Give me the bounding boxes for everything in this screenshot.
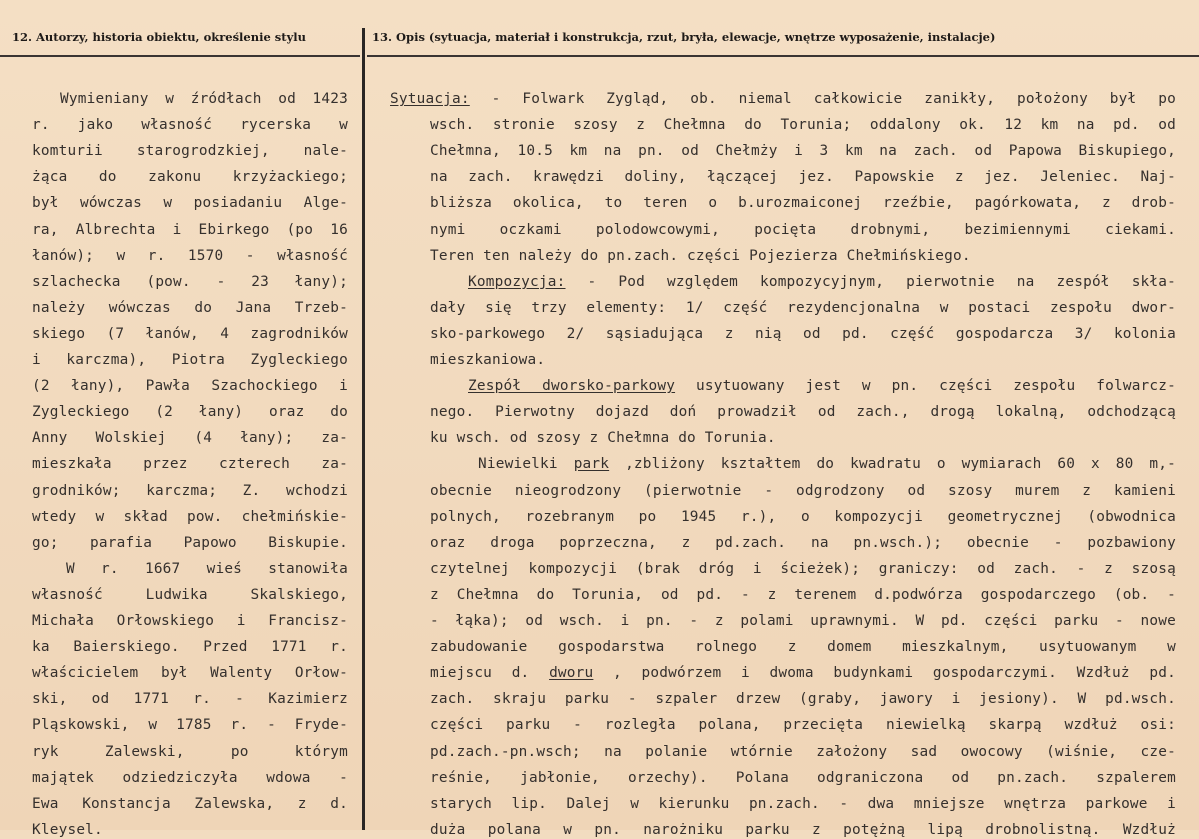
- history-text-line: Michała Orłowskiego i Francisz-: [32, 613, 348, 629]
- header-rule-left: [0, 55, 360, 57]
- description-text-line: [478, 455, 1176, 473]
- text-run: Chełmna, 10.5 km na pn. od Chełmży i 3 km na zach. od Papowa Biskupiego,: [430, 143, 1176, 160]
- history-text-line: Wymieniany w źródłach od 1423: [60, 91, 348, 107]
- history-text-line: grodników; karczma; Z. wchodzi: [32, 482, 348, 499]
- history-text-line: ka Baierskiego. Przed 1771 r.: [32, 639, 348, 656]
- description-text-line: [430, 534, 1176, 552]
- history-text-line: należy wówczas do Jana Trzeb-: [32, 299, 348, 316]
- description-text-line: [430, 429, 776, 447]
- history-text-line: żąca do zakonu krzyżackiego;: [32, 169, 348, 186]
- description-text-line: [430, 560, 1176, 578]
- description-text-line: [430, 325, 1176, 343]
- history-text-line: (2 łany), Pawła Szachockiego i: [32, 378, 348, 395]
- text-run: polnych, rozebranym po 1945 r.), o kompozycji geometrycznej (obwodnica: [430, 508, 1176, 525]
- history-text-line: i karczma), Piotra Zygleckiego: [32, 352, 348, 368]
- history-text-line: komturii starogrodzkiej, nale-: [32, 143, 348, 160]
- description-text-line: [430, 716, 1176, 734]
- text-run: duża polana w pn. narożniku parku z potężną lipą drobnolistną. Wzdłuż: [430, 821, 1176, 838]
- text-run: - Pod względem kompozycyjnym, pierwotnie na zespół skła-: [565, 273, 1177, 290]
- description-text-line: [430, 612, 1176, 630]
- history-text-line: Pląskowski, w 1785 r. - Fryde-: [32, 717, 348, 734]
- description-text-line: [430, 795, 1176, 813]
- description-text-line: [430, 508, 1176, 526]
- description-text-line: [430, 247, 971, 265]
- description-text-line: [430, 403, 1176, 421]
- history-text-line: wtedy w skład pow. chełmińskie-: [32, 508, 348, 525]
- text-run: - Folwark Zygląd, ob. niemal całkowicie zanikły, położony był po: [469, 91, 1176, 107]
- description-text-line: [430, 351, 545, 369]
- header-rule-right: [367, 55, 1199, 57]
- underlined-heading: park: [573, 456, 610, 473]
- text-run: starych lip. Dalej w kierunku pn.zach. - dwa mniejsze wnętrza parkowe i: [430, 795, 1176, 812]
- text-run: sko-parkowego 2/ sąsiadująca z nią od pd. część gospodarcza 3/ kolonia: [430, 325, 1176, 342]
- underlined-heading: Zespół dworsko-parkowy: [468, 378, 676, 395]
- text-run: nymi oczkami polodowcowymi, pocięta drobnymi, bezimiennymi ciekami.: [430, 221, 1176, 238]
- history-text-line: ryk Zalewski, po którym: [32, 743, 348, 760]
- description-text-line: [430, 168, 1176, 186]
- history-text-line: łanów); w r. 1570 - własność: [32, 247, 348, 264]
- history-text-line: Kleysel.: [32, 821, 103, 838]
- history-text-line: szlachecka (pow. - 23 łany);: [32, 273, 348, 290]
- text-run: dały się trzy elementy: 1/ część rezydencjonalna w postaci zespołu dwor-: [430, 299, 1176, 316]
- underlined-heading: dworu: [549, 665, 594, 682]
- column-divider: [362, 28, 365, 830]
- text-run: obecnie nieogrodzony (pierwotnie - odgrodzony od szosy murem z kamieni: [430, 482, 1176, 499]
- description-text-line: [430, 769, 1176, 787]
- history-text-line: własność Ludwika Skalskiego,: [32, 586, 348, 603]
- description-text-line: [430, 299, 1176, 317]
- description-text-line: [430, 638, 1176, 656]
- history-text-line: r. jako własność rycerska w: [32, 117, 348, 134]
- text-run: reśnie, jabłonie, orzechy). Polana odgraniczona od pn.zach. szpalerem: [430, 769, 1176, 786]
- underlined-heading: Kompozycja:: [468, 273, 566, 290]
- description-text-line: [430, 194, 1176, 212]
- description-text-line: [430, 142, 1176, 160]
- description-text-line: [468, 377, 1176, 395]
- text-run: , podwórzem i dwoma budynkami gospodarczymi. Wzdłuż pd.: [593, 665, 1177, 682]
- text-run: pd.zach.-pn.wsch; na polanie wtórnie założony sad owocowy (wiśnie, cze-: [430, 743, 1176, 760]
- history-text-line: Anny Wolskiej (4 łany); za-: [32, 430, 348, 447]
- section-13-header: 13. Opis (sytuacja, materiał i konstrukcja, rzut, bryła, elewacje, wnętrze wyposażenie, instalacje): [372, 30, 996, 44]
- text-run: usytuowany jest w pn. części zespołu folwarcz-: [675, 378, 1177, 395]
- text-run: z Chełmna do Torunia, od pd. - z terenem d.podwórza gospodarczego (ob. -: [430, 586, 1176, 603]
- text-run: Teren ten należy do pn.zach. części Pojezierza Chełmińskiego.: [430, 247, 971, 264]
- history-text-line: ra, Albrechta i Ebirkego (po 16: [32, 221, 348, 238]
- underlined-heading: Sytuacja:: [390, 91, 470, 107]
- history-text-line: właścicielem był Walenty Orłow-: [32, 665, 348, 682]
- description-text-line: [430, 482, 1176, 500]
- description-text-line: [430, 586, 1176, 604]
- text-run: mieszkaniowa.: [430, 352, 546, 368]
- history-text-line: mieszkała przez czterech za-: [32, 456, 348, 473]
- text-run: bliższa okolica, to teren o b.urozmaiconej rzeźbie, pagórkowata, z drob-: [430, 195, 1176, 212]
- history-text-line: Zygleckiego (2 łany) oraz do: [32, 404, 348, 421]
- text-run: ku wsch. od szosy z Chełmna do Torunia.: [430, 430, 776, 447]
- text-run: na zach. krawędzi doliny, łączącej jez. Papowskie z jez. Jeleniec. Naj-: [430, 169, 1176, 186]
- text-run: - łąka); od wsch. i pn. - z polami uprawnymi. W pd. części parku - nowe: [430, 613, 1176, 629]
- history-text-line: W r. 1667 wieś stanowiła: [66, 560, 348, 577]
- description-text-line: [430, 743, 1176, 761]
- text-run: wsch. stronie szosy z Chełmna do Torunia; oddalony ok. 12 km na pd. od: [430, 117, 1176, 134]
- history-text-line: Ewa Konstancja Zalewska, z d.: [32, 795, 348, 812]
- description-text-line: [430, 116, 1176, 134]
- text-run: czytelnej kompozycji (brak dróg i ścieżek); graniczy: od zach. - z szosą: [430, 560, 1176, 577]
- text-run: miejscu d.: [430, 665, 550, 682]
- history-text-line: ski, od 1771 r. - Kazimierz: [32, 691, 348, 708]
- description-text-line: [430, 690, 1176, 708]
- description-text-line: [430, 221, 1176, 239]
- text-run: zabudowanie gospodarstwa rolnego z domem mieszkalnym, usytuowanym w: [430, 639, 1176, 656]
- history-text-line: był wówczas w posiadaniu Alge-: [32, 195, 348, 212]
- history-text-line: majątek odziedziczyła wdowa -: [32, 769, 348, 786]
- text-run: części parku - rozległa polana, przecięta niewielką skarpą wzdłuż osi:: [430, 717, 1176, 734]
- text-run: oraz droga poprzeczna, z pd.zach. na pn.wsch.); obecnie - pozbawiony: [430, 534, 1176, 551]
- description-text-line: [430, 664, 1176, 682]
- text-run: zach. skraju parku - szpaler drzew (graby, jawory i jesiony). W pd.wsch.: [430, 691, 1176, 708]
- description-text-line: [390, 90, 1176, 108]
- text-run: Niewielki: [478, 456, 574, 473]
- text-run: ,zbliżony kształtem do kwadratu o wymiarach 60 x 80 m,-: [609, 456, 1177, 473]
- text-run: nego. Pierwotny dojazd doń prowadził od zach., drogą lokalną, odchodzącą: [430, 404, 1176, 421]
- section-12-header: 12. Autorzy, historia obiektu, określenie stylu: [12, 30, 306, 44]
- description-text-line: [468, 273, 1176, 291]
- history-text-line: skiego (7 łanów, 4 zagrodników: [32, 325, 348, 342]
- history-text-line: go; parafia Papowo Biskupie.: [32, 534, 348, 551]
